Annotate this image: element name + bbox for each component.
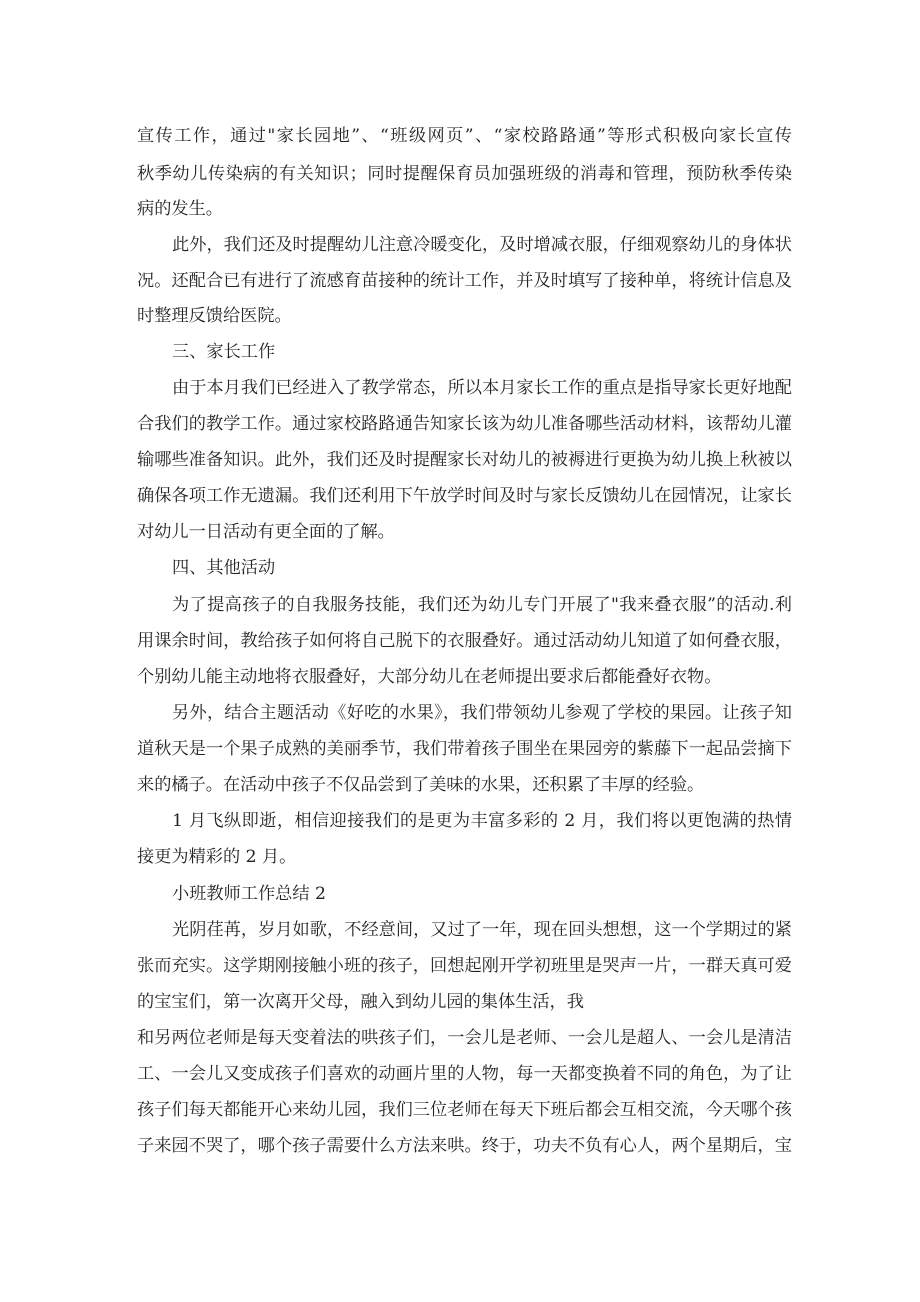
text-line: 个别幼儿能主动地将衣服叠好，大部分幼儿在老师提出要求后都能叠好衣物。 — [137, 667, 722, 687]
text-line: 子来园不哭了，哪个孩子需要什么方法来哄。终于，功夫不负有心人，两个星期后，宝 — [137, 1136, 792, 1156]
text-line: 来的橘子。在活动中孩子不仅品尝到了美味的水果，还积累了丰厚的经验。 — [137, 775, 705, 795]
text-line: 由于本月我们已经进入了教学常态，所以本月家长工作的重点是指导家长更好地配 — [172, 378, 792, 398]
text-line: 小班教师工作总结 2 — [172, 884, 326, 904]
text-line: 对幼儿一日活动有更全面的了解。 — [137, 522, 395, 542]
text-line: 时整理反馈给医院。 — [137, 306, 292, 326]
text-line: 和另两位老师是每天变着法的哄孩子们，一会儿是老师、一会儿是超人、一会儿是清洁 — [137, 1028, 792, 1048]
text-line: 接更为精彩的 2 月。 — [137, 847, 297, 867]
text-line: 况。还配合已有进行了流感育苗接种的统计工作，并及时填写了接种单，将统计信息及 — [137, 271, 792, 291]
text-line: 宣传工作，通过"家长园地”、“班级网页”、“家校路路通”等形式积极向家长宣传 — [137, 126, 792, 146]
text-line: 光阴荏苒，岁月如歌，不经意间，又过了一年，现在回头想想，这一个学期过的紧 — [172, 920, 792, 940]
text-line: 病的发生。 — [137, 199, 223, 219]
text-line: 为了提高孩子的自我服务技能，我们还为幼儿专门开展了"我来叠衣服”的活动.利 — [172, 595, 792, 615]
text-line: 工、一会儿又变成孩子们喜欢的动画片里的人物，每一天都变换着不同的角色，为了让 — [137, 1064, 792, 1084]
text-line: 道秋天是一个果子成熟的美丽季节，我们带着孩子围坐在果园旁的紫藤下一起品尝摘下 — [137, 739, 792, 759]
text-line: 输哪些准备知识。此外，我们还及时提醒家长对幼儿的被褥进行更换为幼儿换上秋被以 — [137, 450, 792, 470]
text-line: 秋季幼儿传染病的有关知识；同时提醒保育员加强班级的消毒和管理，预防秋季传染 — [137, 164, 792, 184]
text-line: 四、其他活动 — [172, 558, 276, 578]
text-line: 张而充实。这学期刚接触小班的孩子，回想起刚开学初班里是哭声一片，一群天真可爱 — [137, 956, 792, 976]
text-line: 的宝宝们，第一次离开父母，融入到幼儿园的集体生活，我 — [137, 992, 584, 1012]
text-line: 确保各项工作无遗漏。我们还利用下午放学时间及时与家长反馈幼儿在园情况，让家长 — [137, 486, 792, 506]
text-line: 孩子们每天都能开心来幼儿园，我们三位老师在每天下班后都会互相交流，今天哪个孩 — [137, 1100, 792, 1120]
text-line: 用课余时间，教给孩子如何将自己脱下的衣服叠好。通过活动幼儿知道了如何叠衣服， — [137, 631, 792, 651]
text-line: 1 月飞纵即逝，相信迎接我们的是更为丰富多彩的 2 月，我们将以更饱满的热情 — [172, 811, 792, 831]
text-line: 三、家长工作 — [172, 342, 276, 362]
text-line: 合我们的教学工作。通过家校路路通告知家长该为幼儿准备哪些活动材料，该帮幼儿灌 — [137, 414, 792, 434]
text-line: 此外，我们还及时提醒幼儿注意冷暖变化，及时增减衣服，仔细观察幼儿的身体状 — [172, 235, 792, 255]
text-line: 另外，结合主题活动《好吃的水果》，我们带领幼儿参观了学校的果园。让孩子知 — [172, 703, 792, 723]
